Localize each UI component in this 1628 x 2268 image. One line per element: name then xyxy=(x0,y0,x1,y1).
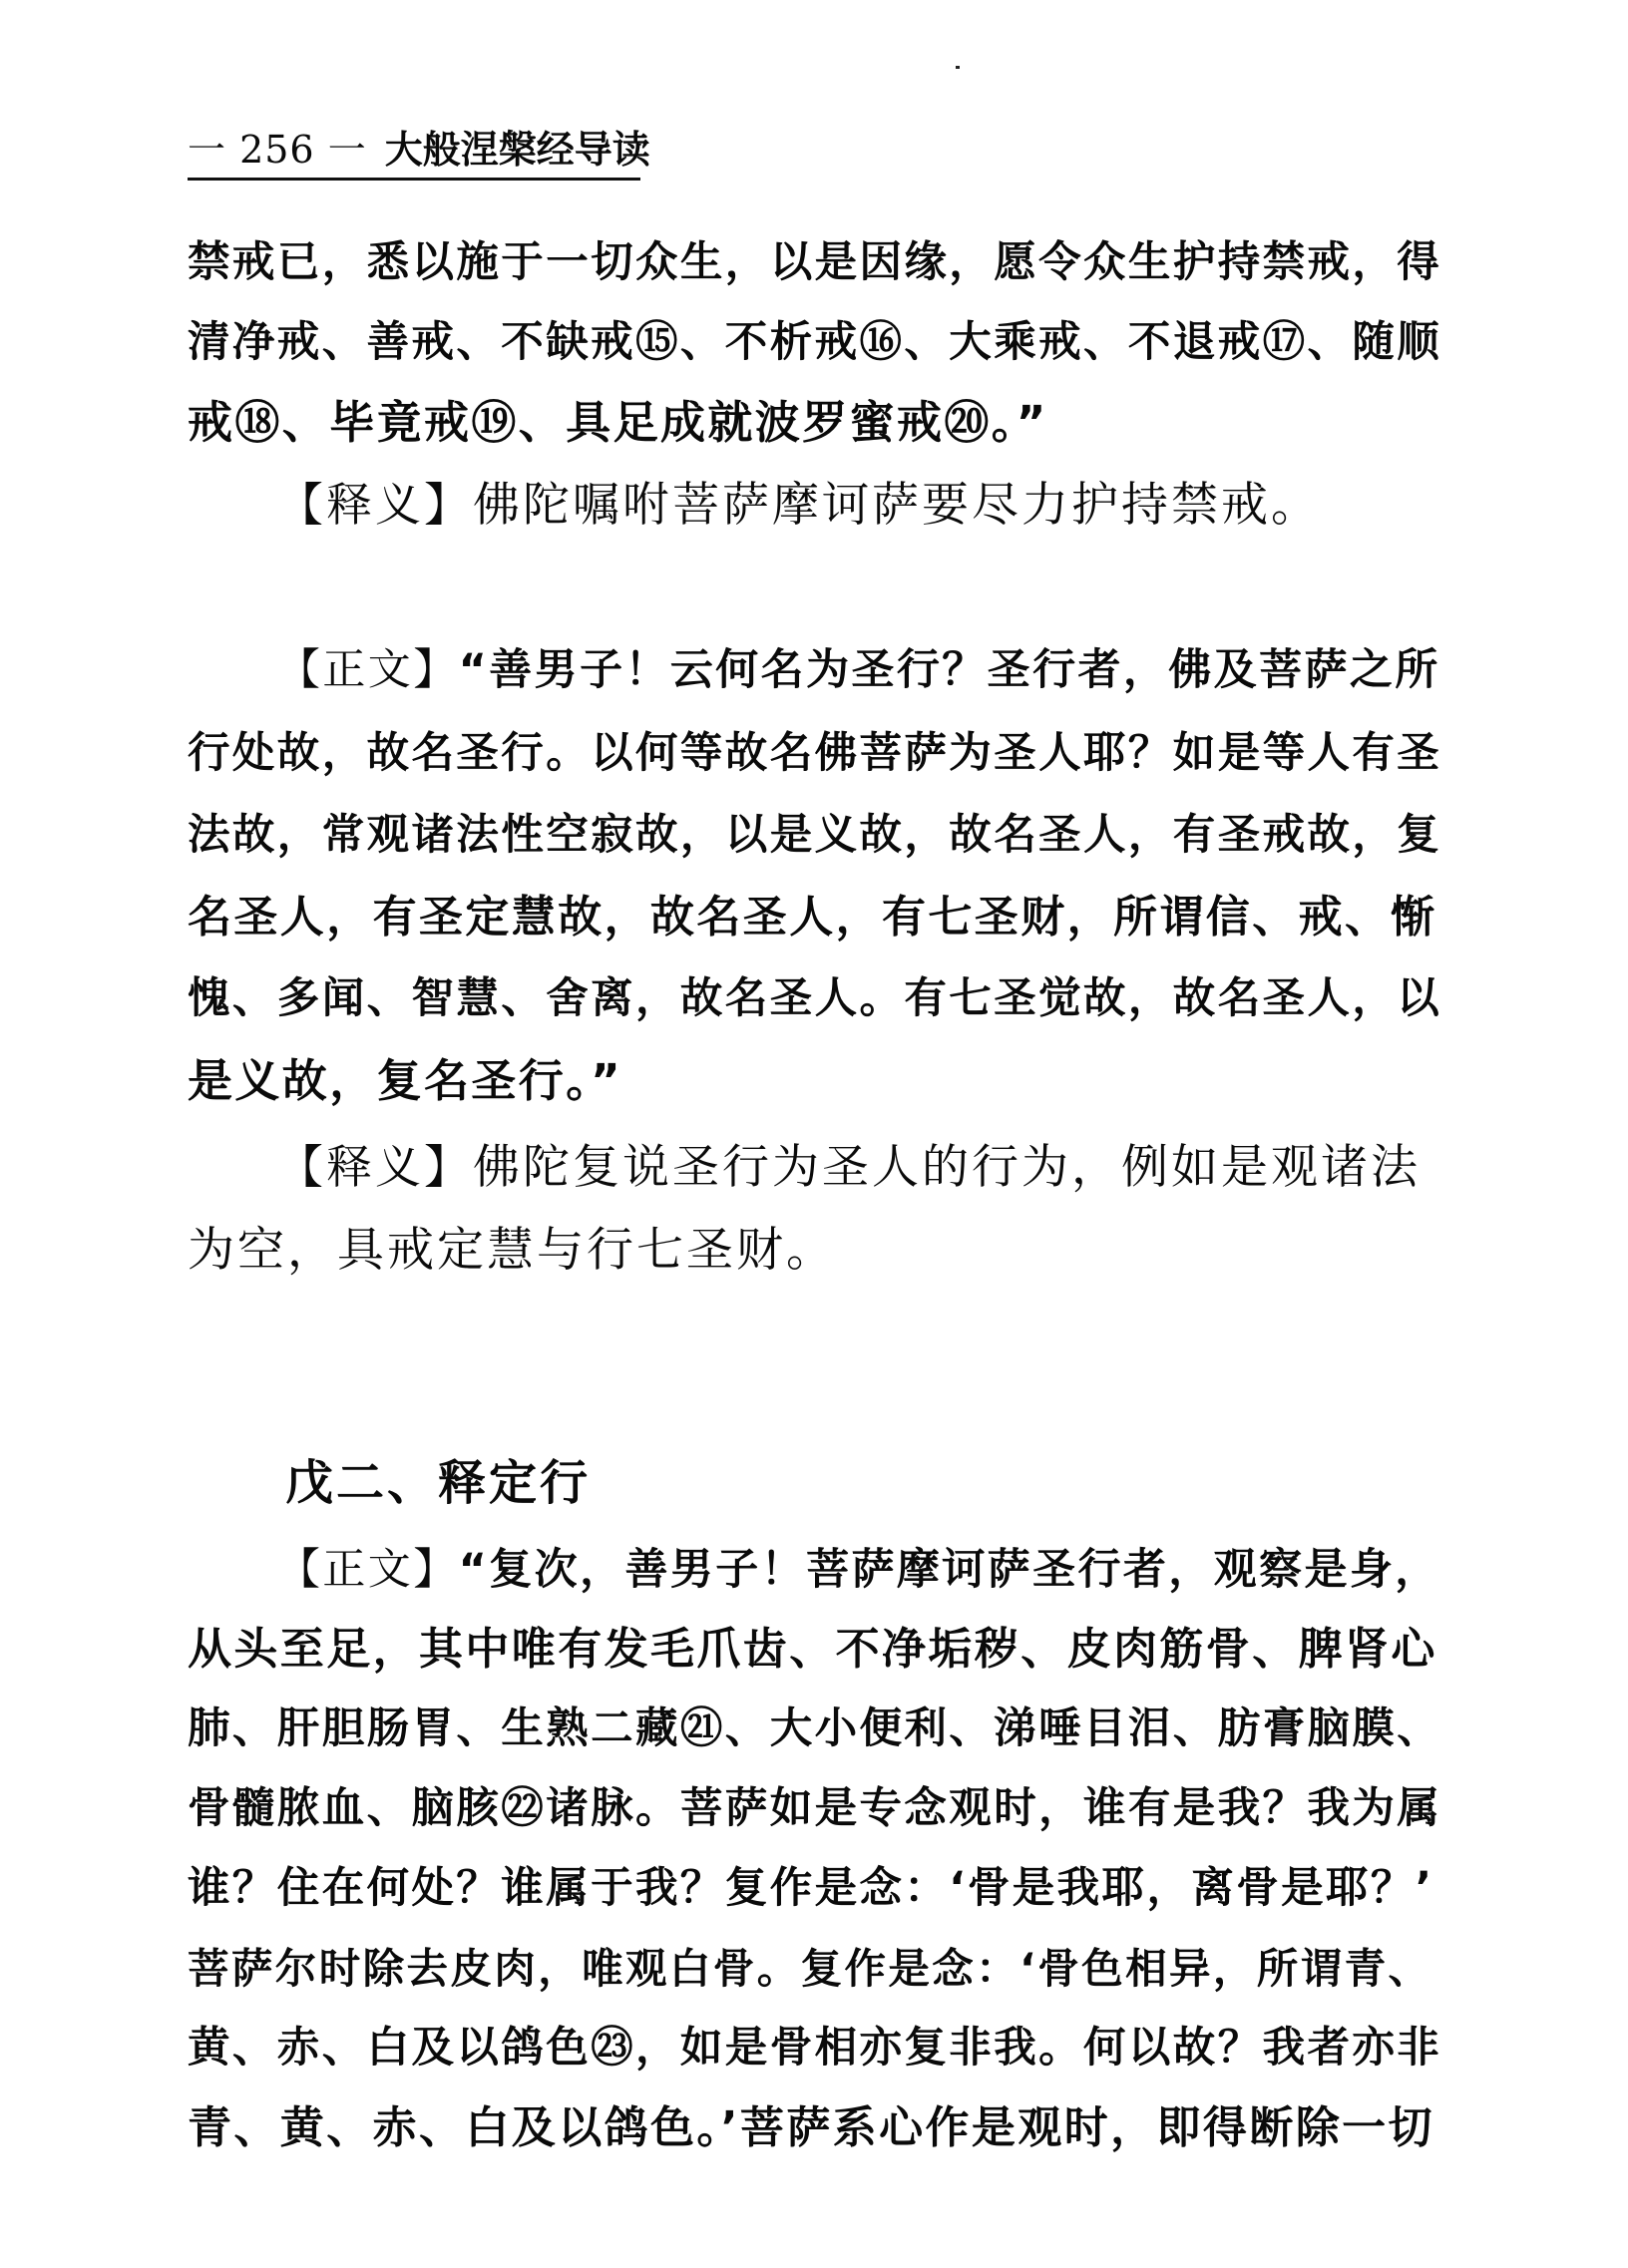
text-line: “复次，善男子！菩萨摩诃萨圣行者，观察是身， xyxy=(458,1545,1440,1595)
zhengwen-paragraph xyxy=(277,1530,1444,1610)
scan-speck xyxy=(956,66,960,69)
text-line: 肺、肝胆肠胃、生熟二藏㉑、大小便利、涕唾目泪、肪膏脑膜、 xyxy=(188,1704,1442,1753)
section-tag-shiyi: 【释义】 xyxy=(277,1140,473,1194)
header-rule xyxy=(188,178,640,181)
text-line: 清净戒、善戒、不缺戒⑮、不析戒⑯、大乘戒、不退戒⑰、随顺 xyxy=(188,318,1442,367)
text-line: 名圣人，有圣定慧故，故名圣人，有七圣财，所谓信、戒、惭 xyxy=(188,892,1437,943)
text-line: 青、黄、赤、白及以鸽色。’菩萨系心作是观时，即得断除一切 xyxy=(188,2102,1434,2153)
text-line: 是义故，复名圣行。” xyxy=(188,1054,623,1107)
text-line: “善男子！云何名为圣行？圣行者，佛及菩萨之所 xyxy=(458,645,1440,695)
text-line: 戒⑱、毕竟戒⑲、具足成就波罗蜜戒⑳。” xyxy=(188,396,1048,449)
text-line: 菩萨尔时除去皮肉，唯观白骨。复作是念：‘骨色相异，所谓青、 xyxy=(188,1944,1432,1993)
book-title: 大般涅槃经导读 xyxy=(384,127,650,172)
text-line: 骨髓脓血、脑胲㉒诸脉。菩萨如是专念观时，谁有是我？我为属 xyxy=(188,1784,1442,1833)
text-line: 法故，常观诸法性空寂故，以是义故，故名圣人，有圣戒故，复 xyxy=(188,811,1442,860)
text-line: 黄、赤、白及以鸽色㉓，如是骨相亦复非我。何以故？我者亦非 xyxy=(188,2024,1442,2073)
text-line: 谁？住在何处？谁属于我？复作是念：‘骨是我耶，离骨是耶？’ xyxy=(188,1864,1434,1913)
text-line: 为空，具戒定慧与行七圣财。 xyxy=(188,1223,836,1278)
text-line: 佛陀复说圣行为圣人的行为，例如是观诸法 xyxy=(473,1140,1421,1195)
text-line: 佛陀嘱咐菩萨摩诃萨要尽力护持禁戒。 xyxy=(473,478,1321,533)
running-header xyxy=(188,124,650,176)
section-tag-zhengwen: 【正文】 xyxy=(277,645,459,695)
section-tag-shiyi: 【释义】 xyxy=(277,478,473,532)
text-line: 行处故，故名圣行。以何等故名佛菩萨为圣人耶？如是等人有圣 xyxy=(188,729,1442,778)
text-line: 愧、多闻、智慧、舍离，故名圣人。有七圣觉故，故名圣人，以 xyxy=(188,974,1442,1023)
page-number: 一 256 一 xyxy=(188,128,367,172)
section-tag-zhengwen: 【正文】 xyxy=(277,1545,459,1595)
zhengwen-paragraph xyxy=(277,630,1444,710)
shiyi-paragraph xyxy=(277,465,1444,545)
section-heading: 戊二、释定行 xyxy=(285,1455,592,1511)
shiyi-paragraph xyxy=(277,1127,1444,1207)
text-line: 从头至足，其中唯有发毛爪齿、不净垢秽、皮肉筋骨、脾肾心 xyxy=(188,1624,1437,1675)
text-line: 禁戒已，悉以施于一切众生，以是因缘，愿令众生护持禁戒，得 xyxy=(188,238,1442,287)
